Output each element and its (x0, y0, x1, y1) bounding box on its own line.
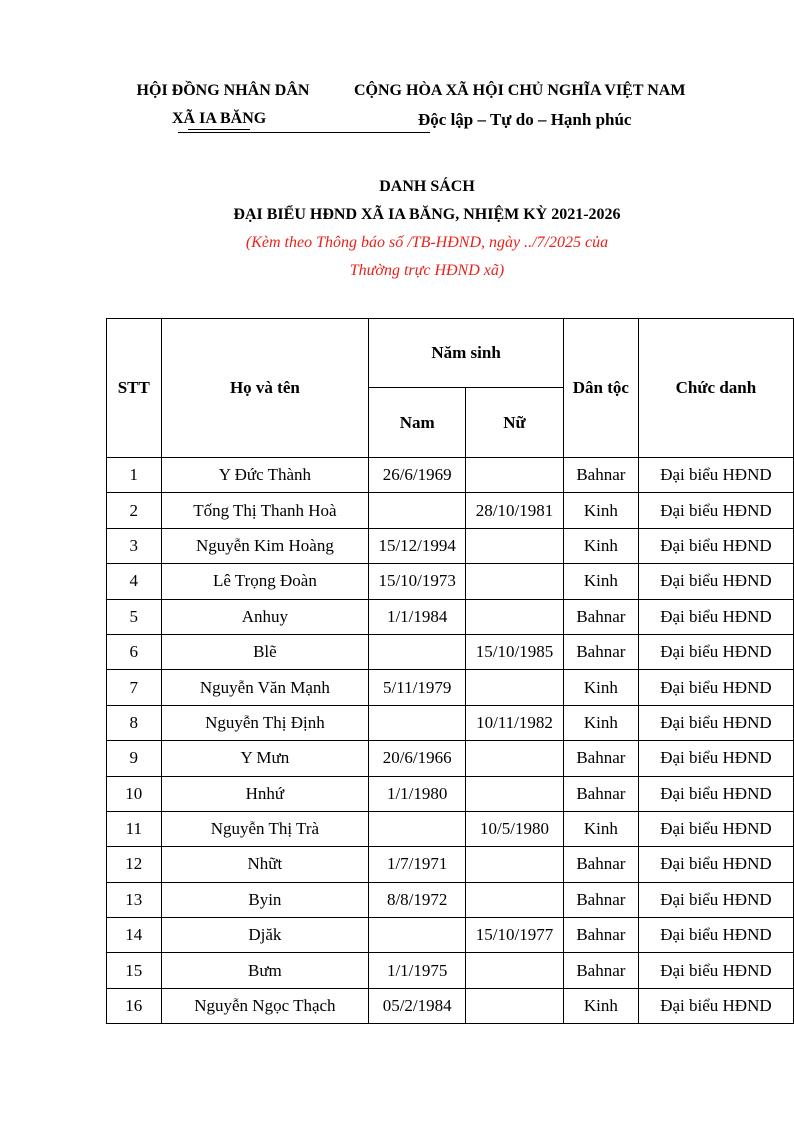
col-stt-header: STT (107, 319, 162, 458)
council-name: HỘI ĐỒNG NHÂN DÂN (136, 82, 310, 99)
cell-name: Nguyễn Ngọc Thạch (161, 988, 369, 1023)
cell-birth-male: 5/11/1979 (369, 670, 466, 705)
col-role-header: Chức danh (638, 319, 793, 458)
cell-ethnic: Bahnar (563, 741, 638, 776)
cell-birth-male (369, 705, 466, 740)
cell-stt: 12 (107, 847, 162, 882)
cell-stt: 7 (107, 670, 162, 705)
cell-birth-male: 15/10/1973 (369, 564, 466, 599)
cell-name: Hnhứ (161, 776, 369, 811)
cell-birth-female (466, 599, 564, 634)
cell-birth-male: 05/2/1984 (369, 988, 466, 1023)
table-row (107, 988, 794, 1023)
table-row (107, 741, 794, 776)
cell-birth-female: 28/10/1981 (466, 493, 564, 528)
cell-birth-female (466, 776, 564, 811)
cell-name: Nguyễn Thị Trà (161, 811, 369, 846)
table-row (107, 705, 794, 740)
cell-birth-female (466, 458, 564, 493)
cell-ethnic: Bahnar (563, 458, 638, 493)
cell-stt: 2 (107, 493, 162, 528)
cell-birth-male (369, 811, 466, 846)
cell-birth-male: 26/6/1969 (369, 458, 466, 493)
cell-name: Djăk (161, 918, 369, 953)
cell-birth-female (466, 988, 564, 1023)
doc-note-line2: Thường trực HĐND xã) (349, 262, 505, 279)
table-row (107, 670, 794, 705)
cell-name: Nguyễn Văn Mạnh (161, 670, 369, 705)
table-row (107, 776, 794, 811)
cell-ethnic: Kinh (563, 988, 638, 1023)
cell-role: Đại biểu HĐND (638, 953, 793, 988)
cell-birth-male: 20/6/1966 (369, 741, 466, 776)
cell-role: Đại biểu HĐND (638, 741, 793, 776)
cell-birth-female (466, 670, 564, 705)
cell-name: Byin (161, 882, 369, 917)
cell-birth-female (466, 847, 564, 882)
doc-note-line1: (Kèm theo Thông báo số /TB-HĐND, ngày ../7/2025 của (245, 234, 609, 251)
cell-ethnic: Bahnar (563, 634, 638, 669)
nation-motto: Độc lập – Tự do – Hạnh phúc (418, 110, 632, 129)
table-row (107, 528, 794, 563)
cell-stt: 15 (107, 953, 162, 988)
cell-role: Đại biểu HĐND (638, 599, 793, 634)
cell-ethnic: Kinh (563, 705, 638, 740)
doc-subtitle: ĐẠI BIỂU HĐND XÃ IA BĂNG, NHIỆM KỲ 2021-2026 (233, 206, 621, 223)
cell-role: Đại biểu HĐND (638, 776, 793, 811)
cell-role: Đại biểu HĐND (638, 458, 793, 493)
cell-name: Nguyễn Kim Hoàng (161, 528, 369, 563)
doc-title: DANH SÁCH (379, 178, 475, 195)
nation-title: CỘNG HÒA XÃ HỘI CHỦ NGHĨA VIỆT NAM (354, 82, 686, 99)
cell-birth-female: 10/11/1982 (466, 705, 564, 740)
cell-birth-female (466, 953, 564, 988)
cell-ethnic: Kinh (563, 564, 638, 599)
cell-name: Nhữt (161, 847, 369, 882)
cell-birth-male: 1/7/1971 (369, 847, 466, 882)
cell-role: Đại biểu HĐND (638, 847, 793, 882)
cell-ethnic: Bahnar (563, 599, 638, 634)
cell-ethnic: Bahnar (563, 847, 638, 882)
cell-role: Đại biểu HĐND (638, 493, 793, 528)
cell-ethnic: Bahnar (563, 882, 638, 917)
col-birth-header: Năm sinh (369, 319, 564, 388)
cell-birth-female (466, 882, 564, 917)
cell-birth-male (369, 634, 466, 669)
cell-stt: 5 (107, 599, 162, 634)
cell-stt: 16 (107, 988, 162, 1023)
cell-name: Nguyễn Thị Định (161, 705, 369, 740)
col-name-header: Họ và tên (161, 319, 369, 458)
cell-stt: 6 (107, 634, 162, 669)
cell-role: Đại biểu HĐND (638, 670, 793, 705)
cell-role: Đại biểu HĐND (638, 564, 793, 599)
col-ethnic-header: Dân tộc (563, 319, 638, 458)
table-row (107, 599, 794, 634)
cell-birth-female: 15/10/1977 (466, 918, 564, 953)
cell-stt: 10 (107, 776, 162, 811)
cell-name: Tống Thị Thanh Hoà (161, 493, 369, 528)
cell-birth-female (466, 528, 564, 563)
commune-name: XÃ IA BĂNG (172, 110, 267, 127)
header-underline-left (188, 129, 250, 130)
cell-name: Lê Trọng Đoàn (161, 564, 369, 599)
cell-birth-male: 15/12/1994 (369, 528, 466, 563)
cell-name: Y Đức Thành (161, 458, 369, 493)
cell-birth-male: 8/8/1972 (369, 882, 466, 917)
cell-role: Đại biểu HĐND (638, 528, 793, 563)
cell-role: Đại biểu HĐND (638, 634, 793, 669)
cell-role: Đại biểu HĐND (638, 811, 793, 846)
cell-birth-female (466, 741, 564, 776)
table-row (107, 634, 794, 669)
cell-role: Đại biểu HĐND (638, 882, 793, 917)
table-row (107, 811, 794, 846)
cell-stt: 11 (107, 811, 162, 846)
cell-name: Anhuy (161, 599, 369, 634)
cell-birth-female: 15/10/1985 (466, 634, 564, 669)
cell-ethnic: Kinh (563, 528, 638, 563)
table-row (107, 918, 794, 953)
cell-ethnic: Kinh (563, 811, 638, 846)
cell-stt: 8 (107, 705, 162, 740)
table-row (107, 953, 794, 988)
cell-ethnic: Kinh (563, 493, 638, 528)
cell-stt: 3 (107, 528, 162, 563)
cell-stt: 4 (107, 564, 162, 599)
col-female-header: Nữ (466, 388, 564, 458)
table-row (107, 493, 794, 528)
cell-ethnic: Bahnar (563, 918, 638, 953)
cell-birth-male (369, 493, 466, 528)
table-row (107, 458, 794, 493)
header-underline-right (178, 132, 430, 133)
cell-role: Đại biểu HĐND (638, 918, 793, 953)
cell-stt: 13 (107, 882, 162, 917)
cell-role: Đại biểu HĐND (638, 705, 793, 740)
cell-name: Blẽ (161, 634, 369, 669)
cell-birth-male: 1/1/1984 (369, 599, 466, 634)
cell-birth-male: 1/1/1975 (369, 953, 466, 988)
cell-stt: 14 (107, 918, 162, 953)
cell-birth-female (466, 564, 564, 599)
cell-role: Đại biểu HĐND (638, 988, 793, 1023)
table-row (107, 847, 794, 882)
cell-ethnic: Bahnar (563, 776, 638, 811)
cell-ethnic: Kinh (563, 670, 638, 705)
delegate-table (106, 318, 794, 1024)
cell-name: Bưm (161, 953, 369, 988)
cell-name: Y Mưn (161, 741, 369, 776)
cell-stt: 9 (107, 741, 162, 776)
col-male-header: Nam (369, 388, 466, 458)
table-row (107, 564, 794, 599)
cell-stt: 1 (107, 458, 162, 493)
cell-birth-male: 1/1/1980 (369, 776, 466, 811)
cell-ethnic: Bahnar (563, 953, 638, 988)
cell-birth-female: 10/5/1980 (466, 811, 564, 846)
table-row (107, 882, 794, 917)
cell-birth-male (369, 918, 466, 953)
